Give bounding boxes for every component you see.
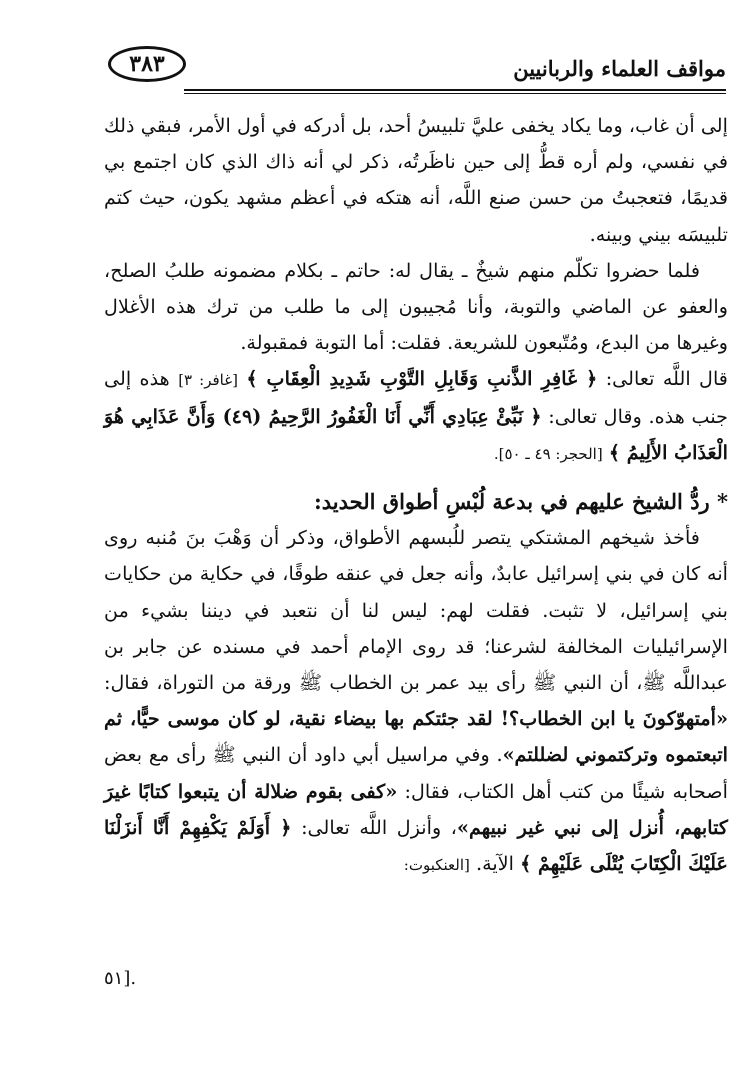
text-run: هذه إلى جنب هذه. وقال تعالى:: [104, 367, 728, 428]
running-title: مواقف العلماء والربانيين: [513, 56, 726, 81]
paragraph-3: [104, 361, 728, 472]
page-body: [104, 108, 728, 883]
verse-reference: [الحجر: ٤٩ ـ ٥٠].: [493, 444, 603, 463]
page-number: ٣٨٣: [108, 46, 186, 82]
text-run: قال اللَّه تعالى:: [605, 367, 728, 391]
continuation-reference: .[٥١: [104, 968, 137, 989]
section-heading: * ردُّ الشيخ عليهم في بدعة لُبْسِ أطواق الحديد:: [314, 489, 728, 515]
quran-verse: ﴿ غَافِرِ الذَّنبِ وَقَابِلِ التَّوْبِ شَدِيدِ الْعِقَابِ ﴾: [246, 367, 598, 391]
text-run: الآية.: [475, 852, 514, 876]
verse-reference: [غافر: ٣]: [178, 371, 238, 390]
paragraph-4: [104, 520, 728, 883]
text-run: . وفي مراسيل أبي داود أن النبي ﷺ رأى مع بعض أصحابه شيئًا من كتب أهل الكتاب، فقال:: [104, 743, 728, 803]
verse-reference: [العنكبوت:: [403, 856, 470, 875]
text-run: ، وأنزل اللَّه تعالى:: [301, 815, 457, 839]
quran-verse: ﴿ نَبِّئْ عِبَادِي أَنِّي أَنَا الْغَفُورُ الرَّحِيمُ (٤٩) وَأَنَّ عَذَابِي هُوَ الْعَذَابُ الأَلِيمُ ﴾: [104, 404, 728, 464]
header-rule: [184, 89, 726, 91]
hadith-quote: «أمتهوّكونَ يا ابن الخطاب؟! لقد جئتكم بها بيضاء نقية، لو كان موسى حيًّا، ثم اتبعتموه وتركتموني لضللتم»: [104, 707, 728, 767]
text-run: فأخذ شيخهم المشتكي يتصر للُبسهم الأطواق، وذكر أن وَهْبَ بنَ مُنبه روى أنه كان في بني إسرائيل عابدٌ، وأنه جعل في عنقه طوقًا، في حكاية من حكايات بني إسرائيل، لا تثبت. فقلت لهم: ليس لنا أن نتعبد في ديننا بشيء من الإسرائيليات المخالفة لشرعنا؛ قد روى الإمام أحمد في مسنده عن جابر بن عبداللَّه ﷺ، أن النبي ﷺ رأى بيد عمر بن الخطاب ﷺ ورقة من التوراة، فقال:: [104, 526, 728, 695]
hadith-quote: «كفى بقوم ضلالة أن يتبعوا كتابًا غيرَ كتابهم، أُنزل إلى نبي غير نبيهم»: [104, 779, 728, 839]
paragraph-2: فلما حضروا تكلّم منهم شيخٌ ـ يقال له: حاتم ـ بكلام مضمونه طلبُ الصلح، والعفو عن الماضي والتوبة، وأنا مُجيبون إلى ما طلب من ترك هذه الأغلال وغيرها من البدع، ومُتّبعون للشريعة. فقلت: أما التوبة فمقبولة.: [104, 258, 728, 355]
paragraph-1: إلى أن غاب، وما يكاد يخفى عليَّ تلبيسُ أحد، بل أدركه في أول الأمر، فبقي ذلك في نفسي، ولم أره قطُّ إلى حين ناظَرتُه، ذكر لي أنه ذاك الذي كان اجتمع بي قديمًا، فتعجبتُ من حسن صنع اللَّه، أنه هتكه في أعظم مشهد يكون، حيث كتم تلبيسَه بيني وبينه.: [104, 114, 728, 246]
header-rule-thin: [184, 93, 726, 94]
page-header: [96, 38, 726, 88]
quran-verse: ﴿ أَوَلَمْ يَكْفِهِمْ أَنَّا أَنزَلْنَا عَلَيْكَ الْكِتَابَ يُتْلَى عَلَيْهِمْ ﴾: [104, 815, 728, 876]
